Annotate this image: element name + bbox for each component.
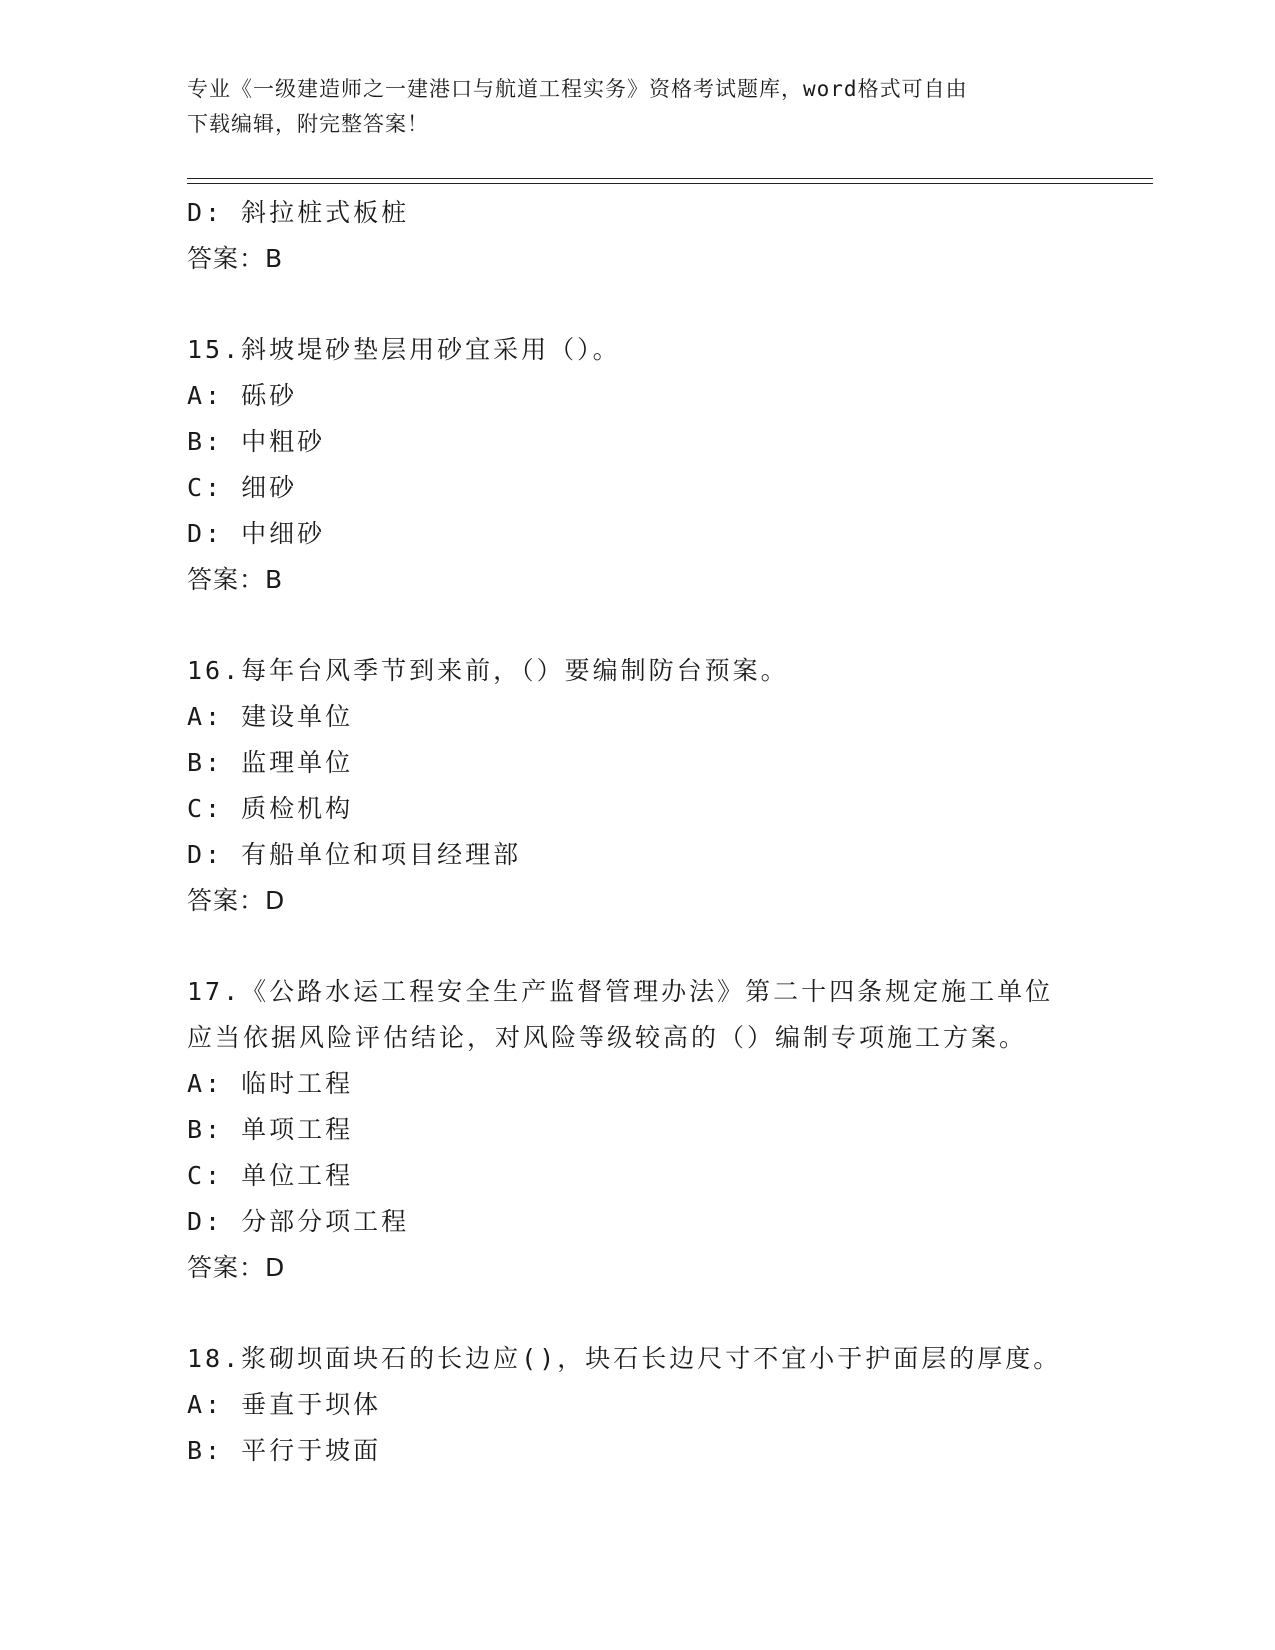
question-stem-line-2: 应当依据风险评估结论，对风险等级较高的（）编制专项施工方案。 xyxy=(187,1023,1028,1052)
question-18 xyxy=(187,1336,1087,1474)
option-d: D: 分部分项工程 xyxy=(187,1207,410,1236)
header-divider-bottom xyxy=(187,183,1153,184)
option-b: B: 监理单位 xyxy=(187,748,354,777)
option-b: B: 中粗砂 xyxy=(187,427,326,456)
option-d: D: 有船单位和项目经理部 xyxy=(187,840,522,869)
question-stem: 15.斜坡堤砂垫层用砂宜采用（）。 xyxy=(187,335,621,364)
header-line-1: 专业《一级建造师之一建港口与航道工程实务》资格考试题库，word格式可自由 xyxy=(187,77,968,101)
question-17 xyxy=(187,969,1087,1291)
answer-line: 答案：D xyxy=(187,886,286,915)
question-16 xyxy=(187,648,1087,924)
header-line-2: 下载编辑，附完整答案！ xyxy=(187,112,429,136)
header-divider-top xyxy=(187,178,1153,179)
option-a: A: 砾砂 xyxy=(187,381,298,410)
option-d: D: 中细砂 xyxy=(187,519,326,548)
option-b: B: 平行于坡面 xyxy=(187,1436,382,1465)
option-b: B: 单项工程 xyxy=(187,1115,354,1144)
answer-line: 答案：D xyxy=(187,1253,286,1282)
question-15 xyxy=(187,327,1087,603)
option-a: A: 临时工程 xyxy=(187,1069,354,1098)
document-header xyxy=(187,72,1067,142)
question-stem-line-1: 17.《公路水运工程安全生产监督管理办法》第二十四条规定施工单位 xyxy=(187,977,1054,1006)
option-a: A: 建设单位 xyxy=(187,702,354,731)
question-stem: 18.浆砌坝面块石的长边应()，块石长边尺寸不宜小于护面层的厚度。 xyxy=(187,1344,1062,1373)
option-a: A: 垂直于坝体 xyxy=(187,1390,382,1419)
question-stem: 16.每年台风季节到来前，（）要编制防台预案。 xyxy=(187,656,789,685)
answer-line: 答案：B xyxy=(187,565,284,594)
option-d: D: 斜拉桩式板桩 xyxy=(187,198,410,227)
option-c: C: 单位工程 xyxy=(187,1161,354,1190)
option-c: C: 质检机构 xyxy=(187,794,354,823)
question-list xyxy=(187,190,1087,1474)
option-c: C: 细砂 xyxy=(187,473,298,502)
answer-line: 答案：B xyxy=(187,244,284,273)
previous-question-tail xyxy=(187,190,1087,282)
